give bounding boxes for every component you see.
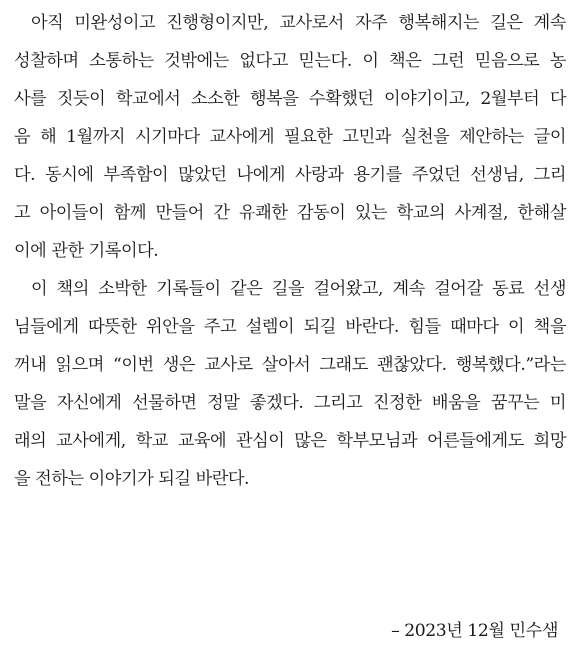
text-line: 님들에게 따뜻한 위안을 주고 설렘이 되길 바란다. 힘들 때마다 이 책을 — [14, 317, 566, 337]
text-line: 이 책의 소박한 기록들이 같은 길을 걸어왔고, 계속 걸어갈 동료 선생 — [31, 279, 566, 299]
text-line: 래의 교사에게, 학교 교육에 관심이 많은 학부모님과 어른들에게도 희망 — [14, 431, 566, 451]
text-line: 음 해 1월까지 시기마다 교사에게 필요한 고민과 실천을 제안하는 글이 — [14, 127, 566, 147]
paragraph-1 — [14, 4, 566, 270]
author-signature: – 2023년 12월 민수샘 — [391, 621, 558, 641]
text-line: 다. 동시에 부족함이 많았던 나에게 사랑과 용기를 주었던 선생님, 그리 — [14, 165, 566, 185]
text-line: 말을 자신에게 선물하면 정말 좋겠다. 그리고 진정한 배움을 꿈꾸는 미 — [14, 393, 566, 413]
text-line: 성찰하며 소통하는 것밖에는 없다고 믿는다. 이 책은 그런 믿음으로 농 — [14, 51, 566, 71]
text-line: 고 아이들이 함께 만들어 간 유쾌한 감동이 있는 학교의 사계절, 한해살 — [14, 203, 566, 223]
text-line: 을 전하는 이야기가 되길 바란다. — [14, 469, 250, 489]
text-line: 아직 미완성이고 진행형이지만, 교사로서 자주 행복해지는 길은 계속 — [31, 13, 566, 33]
text-line: 꺼내 읽으며 “이번 생은 교사로 살아서 그래도 괜찮았다. 행복했다.”라는 — [14, 355, 566, 375]
text-line: 이에 관한 기록이다. — [14, 241, 159, 261]
text-line: 사를 짓듯이 학교에서 소소한 행복을 수확했던 이야기이고, 2월부터 다 — [14, 89, 566, 109]
preface-body — [14, 4, 566, 498]
paragraph-2 — [14, 270, 566, 498]
